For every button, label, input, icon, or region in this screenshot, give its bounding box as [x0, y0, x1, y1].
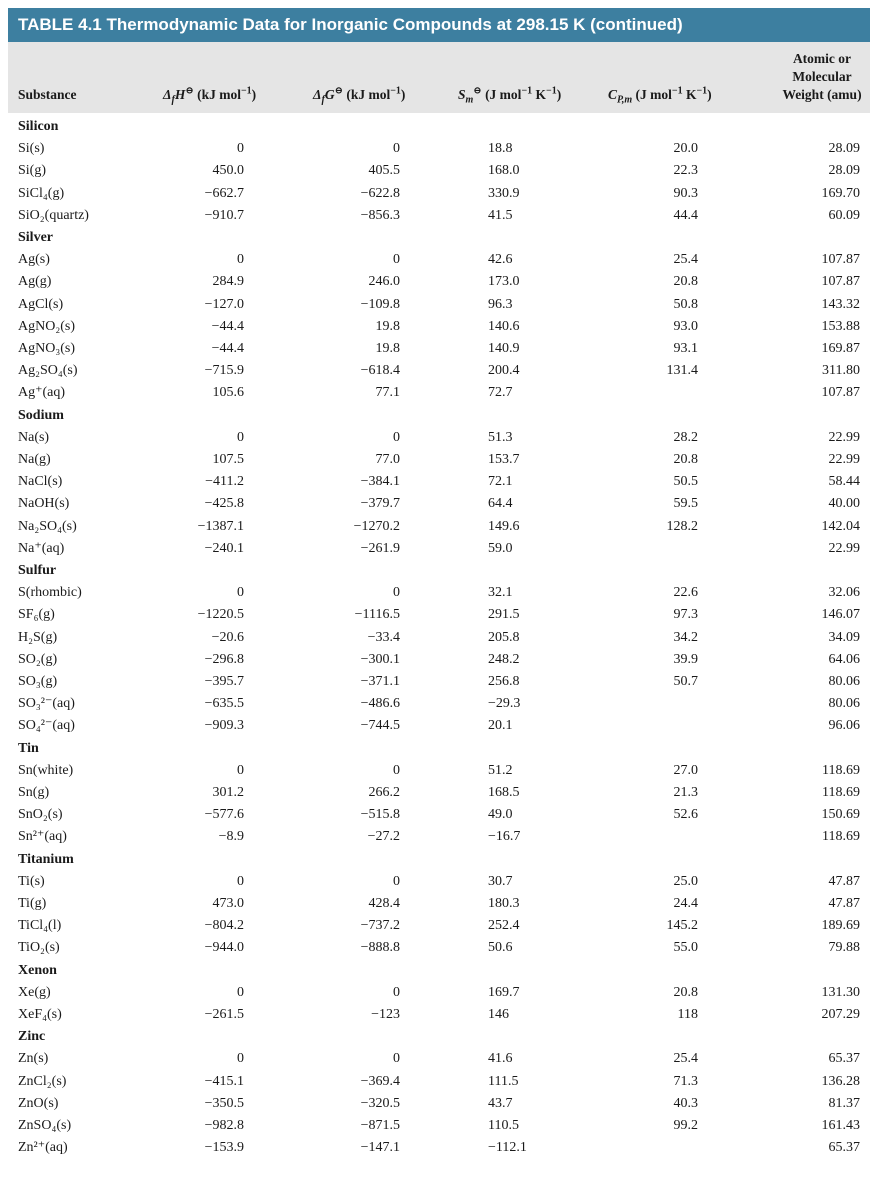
table-row	[8, 1048, 870, 1070]
enthalpy-cell: −715.9	[204, 363, 244, 379]
entropy-cell: 59.0	[488, 540, 513, 556]
molecular-weight-cell: 311.80	[822, 363, 860, 379]
entropy-cell: 146	[488, 1007, 509, 1022]
gibbs-cell: −486.6	[360, 696, 400, 712]
entropy-cell: 111.5	[488, 1073, 519, 1089]
substance-cell: Si(g)	[18, 163, 46, 179]
table-row	[8, 1004, 870, 1026]
substance-cell: SO₄²⁻(aq)	[18, 718, 75, 734]
substance-cell: SO₂(g)	[18, 651, 58, 667]
substance-cell: SiO₂(quartz)	[18, 207, 89, 223]
gibbs-cell: −320.5	[360, 1095, 400, 1111]
entropy-cell: 330.9	[488, 185, 520, 201]
table-row	[8, 538, 870, 560]
substance-cell: Xe(g)	[18, 984, 51, 1000]
substance-cell: H₂S(g)	[18, 629, 58, 645]
group-name: Tin	[18, 740, 39, 756]
substance-cell: AgNO₃(s)	[18, 341, 75, 356]
table-row	[8, 205, 870, 227]
enthalpy-cell: −1387.1	[197, 518, 244, 534]
entropy-cell: 32.1	[488, 585, 513, 601]
heat-capacity-cell: 145.2	[666, 918, 698, 934]
enthalpy-cell: 0	[237, 141, 244, 157]
molecular-weight-cell: 118.69	[822, 829, 860, 845]
table-row	[8, 937, 870, 959]
molecular-weight-cell: 65.37	[828, 1051, 860, 1067]
table-row	[8, 649, 870, 671]
table-row	[8, 1115, 870, 1137]
table-row	[8, 471, 870, 493]
enthalpy-cell: 0	[237, 429, 244, 445]
molecular-weight-cell: 107.87	[821, 274, 860, 290]
table-row	[8, 360, 870, 382]
substance-cell: TiO₂(s)	[18, 940, 60, 956]
enthalpy-cell: 473.0	[212, 896, 244, 911]
table-row	[8, 893, 870, 915]
heat-capacity-cell: 52.6	[673, 807, 698, 823]
substance-cell: NaCl(s)	[18, 474, 63, 490]
group-heading	[8, 116, 870, 138]
gibbs-cell: 0	[393, 762, 400, 778]
table-row	[8, 671, 870, 693]
gibbs-cell: −744.5	[360, 718, 400, 734]
gibbs-cell: 0	[393, 429, 400, 445]
entropy-cell: 43.7	[488, 1095, 513, 1111]
entropy-cell: 168.0	[488, 163, 520, 179]
gibbs-cell: −261.9	[360, 540, 400, 556]
gibbs-cell: −871.5	[360, 1118, 400, 1133]
table-row	[8, 183, 870, 205]
substance-cell: AgCl(s)	[18, 296, 64, 312]
heat-capacity-cell: 34.2	[673, 629, 698, 645]
enthalpy-cell: 0	[237, 252, 244, 268]
entropy-cell: 49.0	[488, 807, 513, 823]
group-name: Xenon	[18, 962, 57, 978]
molecular-weight-cell: 28.09	[828, 163, 860, 179]
heat-capacity-cell: 128.2	[666, 518, 698, 534]
substance-cell: TiCl₄(l)	[18, 918, 62, 934]
table-row	[8, 693, 870, 715]
group-name: Titanium	[18, 851, 74, 867]
heat-capacity-cell: 22.6	[673, 585, 698, 601]
substance-cell: Na⁺(aq)	[18, 540, 65, 556]
heat-capacity-cell: 40.3	[673, 1095, 698, 1111]
molecular-weight-cell: 28.09	[828, 141, 860, 157]
entropy-cell: 64.4	[488, 496, 513, 512]
entropy-cell: 72.1	[488, 474, 513, 490]
table-row	[8, 427, 870, 449]
gibbs-cell: −300.1	[360, 651, 400, 667]
substance-cell: Ti(s)	[18, 873, 45, 889]
header-gibbs: $\Delta_fG^⊖$ (kJ mol$^{-1}$)	[313, 85, 406, 106]
heat-capacity-cell	[646, 1137, 698, 1159]
header-substance: Substance	[18, 87, 77, 102]
entropy-cell: 169.7	[488, 984, 520, 1000]
heat-capacity-cell: 97.3	[673, 607, 698, 623]
table-row	[8, 627, 870, 649]
gibbs-cell: −384.1	[360, 474, 400, 490]
group-name: Silver	[18, 230, 53, 245]
gibbs-cell: −622.8	[360, 185, 400, 201]
entropy-cell: 42.6	[488, 252, 513, 268]
molecular-weight-cell: 34.09	[828, 629, 860, 645]
substance-cell: Zn(s)	[18, 1051, 49, 1067]
heat-capacity-cell: 22.3	[673, 163, 698, 179]
enthalpy-cell: −662.7	[204, 185, 244, 201]
table-row	[8, 449, 870, 471]
gibbs-cell: −109.8	[360, 296, 400, 312]
entropy-cell: 110.5	[488, 1118, 519, 1133]
entropy-cell: 18.8	[488, 141, 513, 157]
gibbs-cell: −1116.5	[354, 607, 400, 623]
heat-capacity-cell	[646, 715, 698, 737]
table-row	[8, 1071, 870, 1093]
header-enthalpy: $\Delta_fH^⊖$ (kJ mol$^{-1}$)	[163, 85, 257, 106]
entropy-cell: 50.6	[488, 940, 513, 956]
enthalpy-cell: −44.4	[211, 341, 244, 356]
gibbs-cell: −371.1	[360, 674, 400, 689]
molecular-weight-cell: 169.87	[821, 341, 860, 356]
molecular-weight-cell: 142.04	[821, 518, 860, 534]
heat-capacity-cell	[646, 826, 698, 848]
table-row	[8, 604, 870, 626]
entropy-cell: 41.5	[488, 207, 513, 223]
entropy-cell: 20.1	[488, 718, 513, 734]
heat-capacity-cell: 39.9	[673, 651, 698, 667]
enthalpy-cell: −635.5	[204, 696, 244, 712]
entropy-cell: 96.3	[488, 296, 513, 312]
heat-capacity-cell: 25.0	[673, 873, 698, 889]
gibbs-cell: 19.8	[375, 318, 400, 334]
molecular-weight-cell: 32.06	[828, 585, 860, 601]
molecular-weight-cell: 136.28	[821, 1073, 860, 1089]
group-heading	[8, 738, 870, 760]
header-entropy: $S_m^⊖$ (J mol$^{-1}$ $K^{-1}$)	[458, 85, 562, 106]
substance-cell: Na₂SO₄(s)	[18, 518, 77, 534]
molecular-weight-cell: 107.87	[821, 385, 860, 401]
table-row	[8, 782, 870, 804]
group-heading	[8, 405, 870, 427]
molecular-weight-cell: 58.44	[828, 474, 860, 490]
heat-capacity-cell: 25.4	[673, 1051, 698, 1067]
molecular-weight-cell: 22.99	[828, 540, 860, 556]
molecular-weight-cell: 143.32	[821, 296, 860, 312]
molecular-weight-cell: 161.43	[821, 1118, 860, 1133]
substance-cell: Ti(g)	[18, 896, 47, 911]
molecular-weight-cell: 79.88	[828, 940, 860, 956]
heat-capacity-cell: 99.2	[673, 1118, 698, 1133]
molecular-weight-cell: 118.69	[822, 785, 860, 800]
gibbs-cell: 0	[393, 585, 400, 601]
table-row	[8, 582, 870, 604]
table-body	[8, 113, 870, 1182]
heat-capacity-cell: 21.3	[673, 785, 698, 800]
header-molecular-weight: Atomic or Molecular Weight (amu)	[782, 51, 862, 102]
substance-cell: Zn²⁺(aq)	[18, 1140, 68, 1156]
gibbs-cell: −379.7	[360, 496, 400, 512]
heat-capacity-cell: 93.0	[673, 318, 698, 334]
molecular-weight-cell: 131.30	[821, 984, 860, 1000]
enthalpy-cell: −425.8	[204, 496, 244, 512]
entropy-cell: −16.7	[488, 829, 521, 845]
enthalpy-cell: 107.5	[212, 452, 244, 467]
substance-cell: SF₆(g)	[18, 607, 55, 623]
table-row	[8, 316, 870, 338]
table-row	[8, 516, 870, 538]
enthalpy-cell: −8.9	[218, 829, 244, 845]
entropy-cell: 168.5	[488, 785, 520, 800]
enthalpy-cell: −1220.5	[197, 607, 244, 623]
enthalpy-cell: 0	[237, 873, 244, 889]
table-row	[8, 1093, 870, 1115]
entropy-cell: −29.3	[488, 696, 521, 712]
enthalpy-cell: −804.2	[204, 918, 244, 934]
enthalpy-cell: −20.6	[211, 629, 244, 645]
entropy-cell: 205.8	[488, 629, 520, 645]
enthalpy-cell: 450.0	[212, 163, 244, 179]
substance-cell: Na(s)	[18, 429, 50, 445]
table-row	[8, 138, 870, 160]
table-title: TABLE 4.1 Thermodynamic Data for Inorganic Compounds at 298.15 K (continued)	[8, 8, 870, 42]
gibbs-cell: 428.4	[368, 896, 400, 911]
enthalpy-cell: −240.1	[204, 540, 244, 556]
enthalpy-cell: 301.2	[212, 785, 244, 800]
entropy-cell: 41.6	[488, 1051, 513, 1067]
gibbs-cell: −515.8	[360, 807, 400, 823]
substance-cell: ZnSO₄(s)	[18, 1118, 72, 1133]
enthalpy-cell: −127.0	[204, 296, 244, 312]
heat-capacity-cell: 55.0	[673, 940, 698, 956]
substance-cell: Sn²⁺(aq)	[18, 829, 67, 845]
substance-cell: Ag(g)	[18, 274, 52, 290]
substance-cell: AgNO₂(s)	[18, 318, 75, 334]
heat-capacity-cell: 118	[677, 1007, 698, 1022]
gibbs-cell: −856.3	[360, 207, 400, 223]
table-row	[8, 804, 870, 826]
enthalpy-cell: 284.9	[212, 274, 244, 290]
gibbs-cell: −33.4	[367, 629, 400, 645]
enthalpy-cell: −44.4	[211, 318, 244, 334]
substance-cell: Ag(s)	[18, 252, 50, 268]
heat-capacity-cell: 20.0	[673, 141, 698, 157]
heat-capacity-cell: 24.4	[673, 896, 698, 911]
table-row	[8, 915, 870, 937]
substance-cell: Ag₂SO₄(s)	[18, 363, 78, 379]
gibbs-cell: −123	[371, 1007, 400, 1022]
substance-cell: SO₃(g)	[18, 674, 58, 689]
entropy-cell: 200.4	[488, 363, 520, 379]
gibbs-cell: 0	[393, 252, 400, 268]
group-heading	[8, 960, 870, 982]
enthalpy-cell: −261.5	[204, 1007, 244, 1022]
table-row	[8, 826, 870, 848]
table-row	[8, 338, 870, 360]
group-heading	[8, 1026, 870, 1048]
enthalpy-cell: −350.5	[204, 1095, 244, 1111]
table-row	[8, 160, 870, 182]
gibbs-cell: 77.0	[375, 452, 400, 467]
heat-capacity-cell: 25.4	[673, 252, 698, 268]
enthalpy-cell: −910.7	[204, 207, 244, 223]
heat-capacity-cell: 50.7	[673, 674, 698, 689]
enthalpy-cell: −296.8	[204, 651, 244, 667]
substance-cell: Sn(white)	[18, 762, 74, 778]
substance-cell: XeF₄(s)	[18, 1007, 62, 1022]
entropy-cell: 256.8	[488, 674, 520, 689]
gibbs-cell: 246.0	[368, 274, 400, 290]
group-heading	[8, 227, 870, 249]
substance-cell: Sn(g)	[18, 785, 50, 800]
molecular-weight-cell: 47.87	[828, 873, 860, 889]
enthalpy-cell: −153.9	[204, 1140, 244, 1156]
heat-capacity-cell: 20.8	[673, 274, 698, 290]
heat-capacity-cell	[646, 382, 698, 404]
entropy-cell: 248.2	[488, 651, 520, 667]
entropy-cell: 180.3	[488, 896, 520, 911]
gibbs-cell: 0	[393, 984, 400, 1000]
heat-capacity-cell: 59.5	[673, 496, 698, 512]
gibbs-cell: −147.1	[360, 1140, 400, 1156]
gibbs-cell: −618.4	[360, 363, 400, 379]
gibbs-cell: −1270.2	[353, 518, 400, 534]
enthalpy-cell: −415.1	[204, 1073, 244, 1089]
entropy-cell: 173.0	[488, 274, 520, 290]
molecular-weight-cell: 189.69	[821, 918, 860, 934]
gibbs-cell: 0	[393, 141, 400, 157]
molecular-weight-cell: 107.87	[821, 252, 860, 268]
table-row	[8, 760, 870, 782]
heat-capacity-cell	[646, 538, 698, 560]
enthalpy-cell: 105.6	[212, 385, 244, 401]
heat-capacity-cell: 93.1	[673, 341, 698, 356]
enthalpy-cell: −944.0	[204, 940, 244, 956]
table-row	[8, 271, 870, 293]
table-header	[8, 42, 870, 113]
entropy-cell: 149.6	[488, 518, 520, 534]
group-name: Sulfur	[18, 563, 57, 578]
group-name: Sodium	[18, 407, 64, 423]
entropy-cell: −112.1	[488, 1140, 527, 1156]
molecular-weight-cell: 96.06	[828, 718, 860, 734]
molecular-weight-cell: 65.37	[828, 1140, 860, 1156]
entropy-cell: 252.4	[488, 918, 520, 934]
heat-capacity-cell: 20.8	[673, 452, 698, 467]
substance-cell: S(rhombic)	[18, 585, 82, 601]
molecular-weight-cell: 22.99	[828, 452, 860, 467]
enthalpy-cell: −411.2	[205, 474, 244, 490]
substance-cell: SnO₂(s)	[18, 807, 63, 823]
heat-capacity-cell: 131.4	[666, 363, 698, 379]
heat-capacity-cell: 44.4	[673, 207, 698, 223]
table-row	[8, 249, 870, 271]
substance-cell: ZnO(s)	[18, 1095, 59, 1111]
molecular-weight-cell: 146.07	[821, 607, 860, 623]
enthalpy-cell: 0	[237, 762, 244, 778]
molecular-weight-cell: 47.87	[828, 896, 860, 911]
gibbs-cell: 0	[393, 873, 400, 889]
molecular-weight-cell: 118.69	[822, 762, 860, 778]
molecular-weight-cell: 22.99	[828, 429, 860, 445]
molecular-weight-cell: 80.06	[828, 696, 860, 712]
header-heat-capacity: $C_{P,m}$ (J mol$^{-1}$ $K^{-1}$)	[608, 85, 712, 106]
entropy-cell: 153.7	[488, 452, 520, 467]
molecular-weight-cell: 60.09	[828, 207, 860, 223]
gibbs-cell: 266.2	[368, 785, 400, 800]
substance-cell: SiCl₄(g)	[18, 185, 65, 201]
enthalpy-cell: −982.8	[204, 1118, 244, 1133]
heat-capacity-cell: 27.0	[673, 762, 698, 778]
gibbs-cell: −27.2	[367, 829, 400, 845]
substance-cell: SO₃²⁻(aq)	[18, 696, 75, 712]
substance-cell: Na(g)	[18, 452, 51, 467]
entropy-cell: 140.6	[488, 318, 520, 334]
enthalpy-cell: 0	[237, 1051, 244, 1067]
heat-capacity-cell: 28.2	[673, 429, 698, 445]
heat-capacity-cell: 20.8	[673, 984, 698, 1000]
gibbs-cell: 19.8	[375, 341, 400, 356]
substance-cell: ZnCl₂(s)	[18, 1073, 67, 1089]
molecular-weight-cell: 207.29	[821, 1007, 860, 1022]
molecular-weight-cell: 153.88	[821, 318, 860, 334]
molecular-weight-cell: 80.06	[828, 674, 860, 689]
heat-capacity-cell	[646, 693, 698, 715]
gibbs-cell: −369.4	[360, 1073, 400, 1089]
molecular-weight-cell: 150.69	[821, 807, 860, 823]
enthalpy-cell: 0	[237, 984, 244, 1000]
group-name: Silicon	[18, 119, 59, 134]
gibbs-cell: 405.5	[368, 163, 400, 179]
substance-cell: Si(s)	[18, 141, 45, 157]
gibbs-cell: −888.8	[360, 940, 400, 956]
enthalpy-cell: −395.7	[204, 674, 244, 689]
entropy-cell: 30.7	[488, 873, 513, 889]
entropy-cell: 72.7	[488, 385, 513, 401]
gibbs-cell: 0	[393, 1051, 400, 1067]
entropy-cell: 140.9	[488, 341, 520, 356]
entropy-cell: 291.5	[488, 607, 520, 623]
molecular-weight-cell: 40.00	[828, 496, 860, 512]
heat-capacity-cell: 90.3	[673, 185, 698, 201]
table-row	[8, 982, 870, 1004]
enthalpy-cell: −909.3	[204, 718, 244, 734]
group-name: Zinc	[18, 1029, 46, 1045]
gibbs-cell: −737.2	[360, 918, 400, 934]
table-row	[8, 382, 870, 404]
table-row	[8, 493, 870, 515]
table-row	[8, 1137, 870, 1159]
entropy-cell: 51.3	[488, 429, 513, 445]
table-row	[8, 871, 870, 893]
table-row	[8, 715, 870, 737]
group-heading	[8, 560, 870, 582]
gibbs-cell: 77.1	[375, 385, 400, 401]
molecular-weight-cell: 64.06	[828, 651, 860, 667]
molecular-weight-cell: 169.70	[821, 185, 860, 201]
table-row	[8, 294, 870, 316]
substance-cell: NaOH(s)	[18, 496, 70, 512]
molecular-weight-cell: 81.37	[828, 1095, 860, 1111]
group-heading	[8, 849, 870, 871]
entropy-cell: 51.2	[488, 762, 513, 778]
heat-capacity-cell: 50.5	[673, 474, 698, 490]
enthalpy-cell: −577.6	[204, 807, 244, 823]
enthalpy-cell: 0	[237, 585, 244, 601]
substance-cell: Ag⁺(aq)	[18, 385, 66, 401]
heat-capacity-cell: 50.8	[673, 296, 698, 312]
heat-capacity-cell: 71.3	[673, 1073, 698, 1089]
